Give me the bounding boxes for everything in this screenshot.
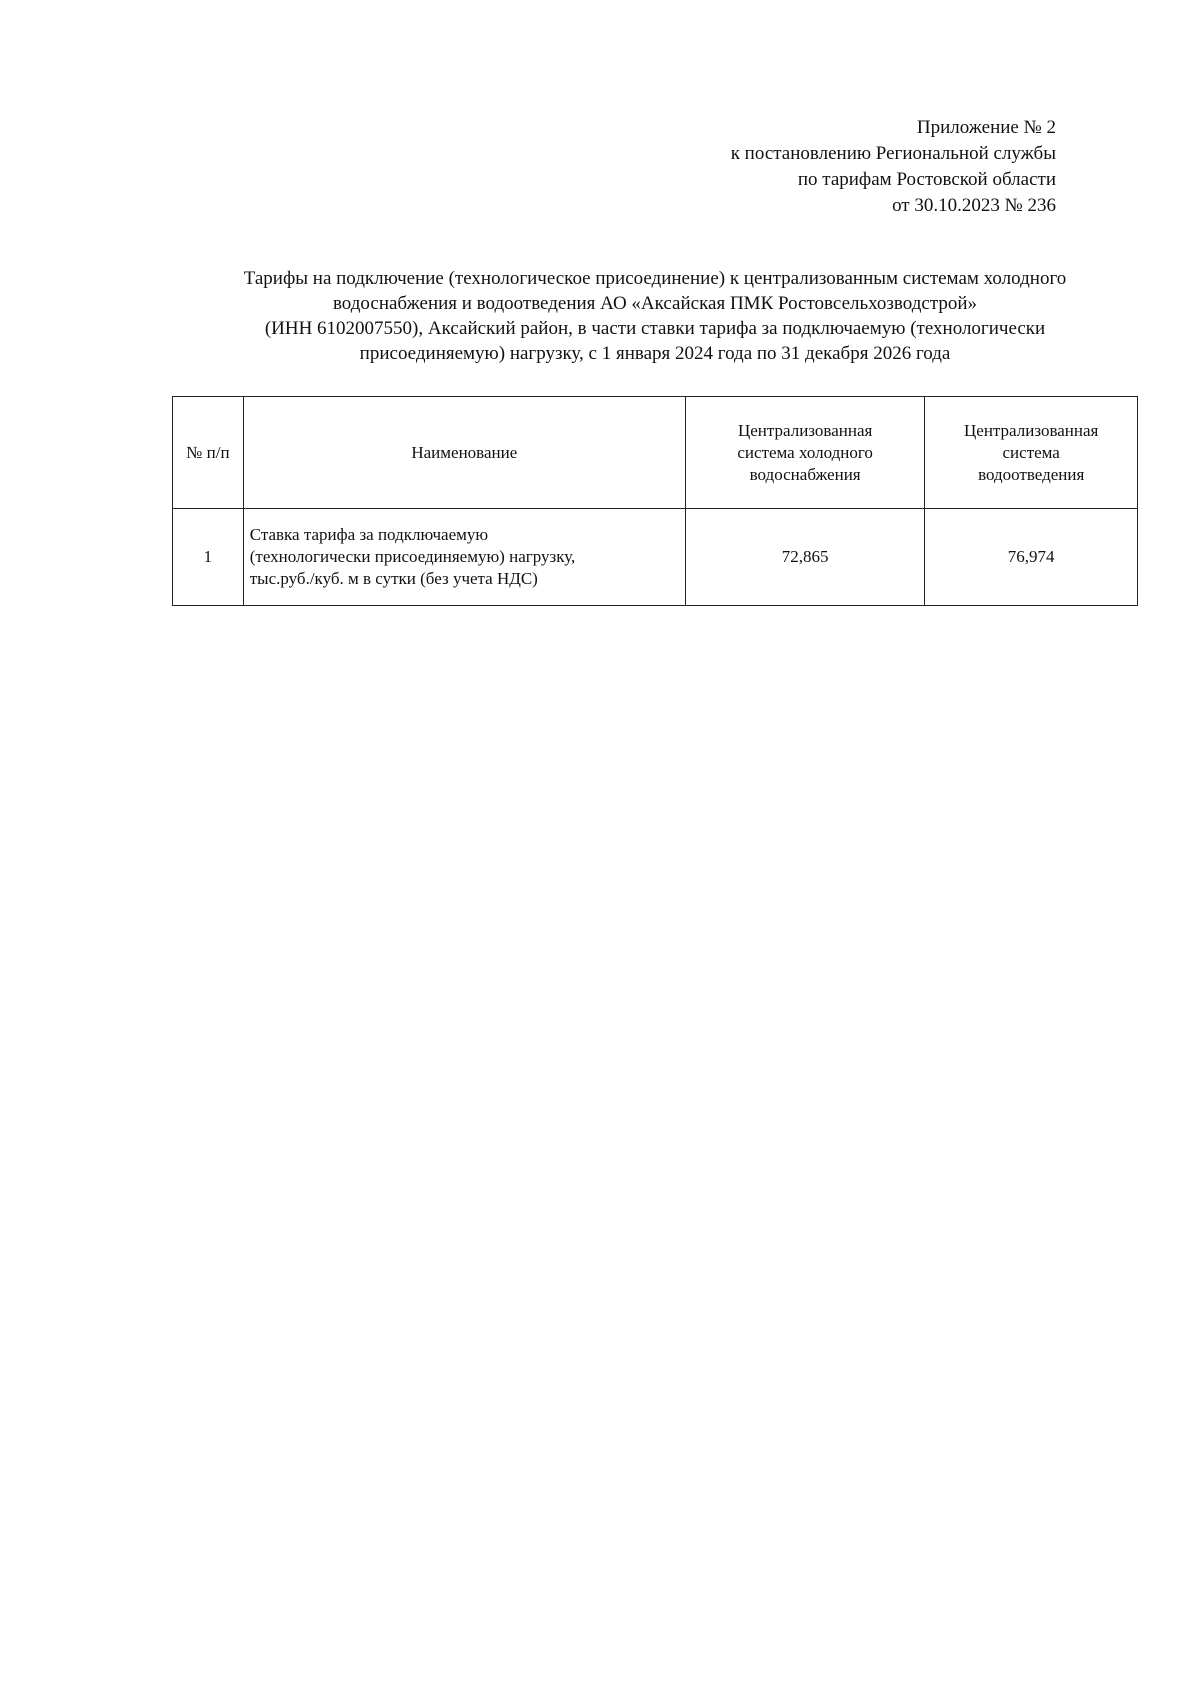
title-line-1: Тарифы на подключение (технологическое присоединение) к централизованным системам холодного <box>243 268 1067 289</box>
row-cold-water-value: 72,865 <box>685 509 924 606</box>
title-line-3: (ИНН 6102007550), Аксайский район, в части ставки тарифа за подключаемую (технологически <box>264 318 1046 339</box>
row-name-line-1: Ставка тарифа за подключаемую <box>249 525 489 544</box>
title-line-2: водоснабжения и водоотведения АО «Аксайская ПМК Ростовсельхозводстрой» <box>332 293 978 314</box>
header-cold-water-line-2: система холодного <box>737 442 873 462</box>
header-drainage <box>925 397 1138 509</box>
row-name <box>243 509 685 606</box>
table-header-row <box>173 397 1138 509</box>
title-line-4: присоединяемую) нагрузку, с 1 января 2024 года по 31 декабря 2026 года <box>359 343 951 364</box>
table-row <box>173 509 1138 606</box>
header-drainage-line-1: Централизованная <box>964 420 1099 440</box>
annex-authority: по тарифам Ростовской области <box>797 169 1056 190</box>
header-num: № п/п <box>173 397 244 509</box>
header-cold-water <box>685 397 924 509</box>
header-drainage-line-3: водоотведения <box>978 464 1085 484</box>
row-drainage-value: 76,974 <box>925 509 1138 606</box>
annex-resolution-ref: к постановлению Региональной службы <box>730 143 1056 164</box>
document-title <box>160 266 1150 366</box>
header-drainage-line-2: система <box>1002 442 1060 462</box>
annex-number: Приложение № 2 <box>916 117 1056 138</box>
annex-date-number: от 30.10.2023 № 236 <box>892 195 1056 216</box>
row-num: 1 <box>173 509 244 606</box>
header-cold-water-line-3: водоснабжения <box>749 464 861 484</box>
header-name: Наименование <box>243 397 685 509</box>
tariff-table <box>172 396 1138 606</box>
row-name-line-2: (технологически присоединяемую) нагрузку, <box>249 547 576 566</box>
row-name-line-3: тыс.руб./куб. м в сутки (без учета НДС) <box>249 569 538 588</box>
header-cold-water-line-1: Централизованная <box>737 420 873 440</box>
annex-block <box>536 115 1056 219</box>
